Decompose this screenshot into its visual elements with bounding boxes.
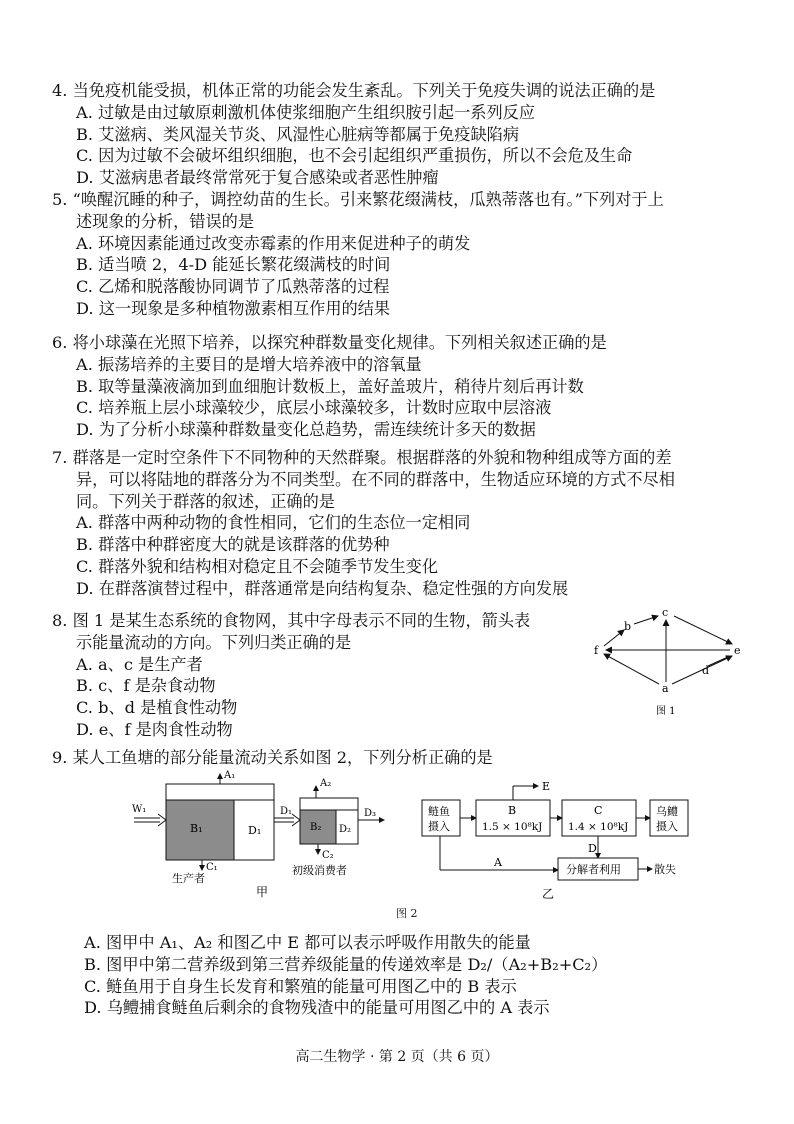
option-c: C. 群落外貌和结构相对稳定且不会随季节发生变化: [76, 556, 439, 576]
box-decomposer: 分解者利用: [566, 863, 621, 876]
question-7: [52, 447, 675, 600]
option-d: D. 在群落演替过程中，群落通常是向结构复杂、稳定性强的方向发展: [76, 578, 569, 598]
question-8: [52, 610, 530, 741]
question-stem: 4. 当免疫机能受损，机体正常的功能会发生紊乱。下列关于免疫失调的说法正确的是: [52, 81, 656, 100]
option-b: B. 群落中种群密度大的就是该群落的优势种: [76, 535, 390, 555]
option-a: A. a、c 是生产者: [76, 654, 203, 674]
figure-1-caption: 图 1: [656, 706, 676, 717]
box-c-label: C: [594, 804, 603, 817]
question-9: [52, 747, 493, 769]
node-c: c: [662, 606, 669, 619]
option-c: C. 鲢鱼用于自身生长发育和繁殖的能量可用图乙中的 B 表示: [84, 976, 517, 996]
label-yi: 乙: [542, 887, 555, 901]
node-f: f: [594, 644, 599, 657]
option-c: C. 乙烯和脱落酸协同调节了瓜熟蒂落的过程: [76, 277, 390, 297]
question-stem-cont: 异，可以将陆地的群落分为不同类型。在不同的群落中，生物适应环境的方式不尽相: [76, 469, 675, 489]
option-c: C. 因为过敏不会破坏组织细胞，也不会引起组织严重损伤，所以不会危及生命: [76, 146, 633, 166]
box-snakehead-line1: 乌鳢: [656, 805, 678, 818]
option-b: B. 适当喷 2，4-D 能延长繁花缀满枝的时间: [76, 255, 391, 275]
option-d: D. 乌鳢捕食鲢鱼后剩余的食物残渣中的能量可用图乙中的 A 表示: [84, 998, 550, 1018]
option-d: D. 这一现象是多种植物激素相互作用的结果: [76, 298, 391, 318]
box-silver-carp-line2: 摄入: [428, 820, 450, 833]
node-a: a: [662, 682, 669, 695]
question-stem: 6. 将小球藻在光照下培养，以探究种群数量变化规律。下列相关叙述正确的是: [52, 333, 607, 352]
label-consumer: 初级消费者: [292, 864, 347, 877]
label-d: D: [588, 842, 597, 855]
page-footer: 高二生物学 · 第 2 页（共 6 页）: [295, 1049, 499, 1065]
question-4: [52, 80, 655, 189]
option-a: A. 振荡培养的主要目的是增大培养液中的溶氧量: [76, 354, 422, 374]
label-producer: 生产者: [172, 872, 205, 885]
box-b-label: B: [508, 804, 517, 817]
question-stem: 8. 图 1 是某生态系统的食物网，其中字母表示不同的生物，箭头表: [52, 611, 531, 630]
box-b-value: 1.5 × 10⁸kJ: [482, 821, 543, 833]
label-d1-box: D₁: [248, 824, 262, 837]
option-a: A. 环境因素能通过改变赤霉素的作用来促进种子的萌发: [76, 233, 471, 253]
label-b2: B₂: [310, 822, 322, 833]
label-e: E: [542, 780, 551, 793]
box-silver-carp-line1: 鲢鱼: [428, 805, 450, 818]
option-b: B. c、f 是杂食动物: [76, 676, 216, 696]
question-6: [52, 332, 607, 441]
label-d3: D₃: [364, 808, 377, 819]
label-w1: W₁: [132, 804, 147, 815]
question-stem-cont: 示能量流动的方向。下列归类正确的是: [76, 632, 352, 652]
question-stem: 7. 群落是一定时空条件下不同物种的天然群聚。根据群落的外貌和物种组成等方面的差: [52, 448, 672, 467]
label-d1-arrow: D₁: [280, 806, 293, 817]
question-stem-cont: 述现象的分析，错误的是: [76, 211, 255, 231]
option-d: D. e、f 是肉食性动物: [76, 719, 233, 739]
question-stem-cont: 同。下列关于群落的叙述，正确的是: [76, 491, 335, 511]
figure-2-caption: 图 2: [396, 907, 418, 920]
question-5: [52, 189, 664, 320]
option-a: A. 图甲中 A₁、A₂ 和图乙中 E 都可以表示呼吸作用散失的能量: [84, 933, 531, 952]
label-dissipate: 散失: [654, 863, 676, 876]
box-c-value: 1.4 × 10⁸kJ: [568, 821, 629, 833]
node-b: b: [624, 620, 632, 633]
question-stem: 5. “唤醒沉睡的种子，调控幼苗的生长。引来繁花缀满枝，瓜熟蒂落也有。”下列对于上: [52, 190, 664, 209]
node-e: e: [734, 644, 741, 657]
label-b1: B₁: [190, 822, 203, 835]
label-c2: C₂: [322, 850, 334, 861]
box-snakehead-line2: 摄入: [656, 820, 678, 833]
option-a: A. 群落中两种动物的食性相同，它们的生态位一定相同: [76, 513, 471, 533]
question-stem: 9. 某人工鱼塘的部分能量流动关系如图 2，下列分析正确的是: [52, 748, 493, 767]
option-b: B. 艾滋病、类风湿关节炎、风湿性心脏病等都属于免疫缺陷病: [76, 124, 520, 144]
label-jia: 甲: [256, 885, 269, 899]
label-d2: D₂: [339, 824, 352, 835]
option-a: A. 过敏是由过敏原刺激机体使浆细胞产生组织胺引起一系列反应: [76, 102, 536, 122]
option-c: C. 培养瓶上层小球藻较少，底层小球藻较多，计数时应取中层溶液: [76, 398, 552, 418]
option-d: D. 为了分析小球藻种群数量变化总趋势，需连续统计多天的数据: [76, 420, 536, 440]
option-b: B. 取等量藻液滴加到血细胞计数板上，盖好盖玻片，稍待片刻后再计数: [76, 376, 584, 396]
question-9-options: [52, 932, 607, 1019]
food-web-diagram: [592, 604, 752, 720]
option-b: B. 图甲中第二营养级到第三营养级能量的传递效率是 D₂/（A₂+B₂+C₂）: [84, 954, 608, 974]
label-a: A: [494, 856, 502, 869]
label-a1: A₁: [224, 770, 236, 781]
label-c1: C₁: [206, 862, 218, 873]
energy-flow-diagram-yi: [418, 772, 694, 902]
label-a2: A₂: [320, 778, 332, 789]
energy-flow-diagram-jia: [132, 770, 392, 902]
node-d: d: [702, 664, 710, 677]
option-c: C. b、d 是植食性动物: [76, 698, 238, 718]
option-d: D. 艾滋病患者最终常常死于复合感染或者恶性肿瘤: [76, 168, 439, 188]
